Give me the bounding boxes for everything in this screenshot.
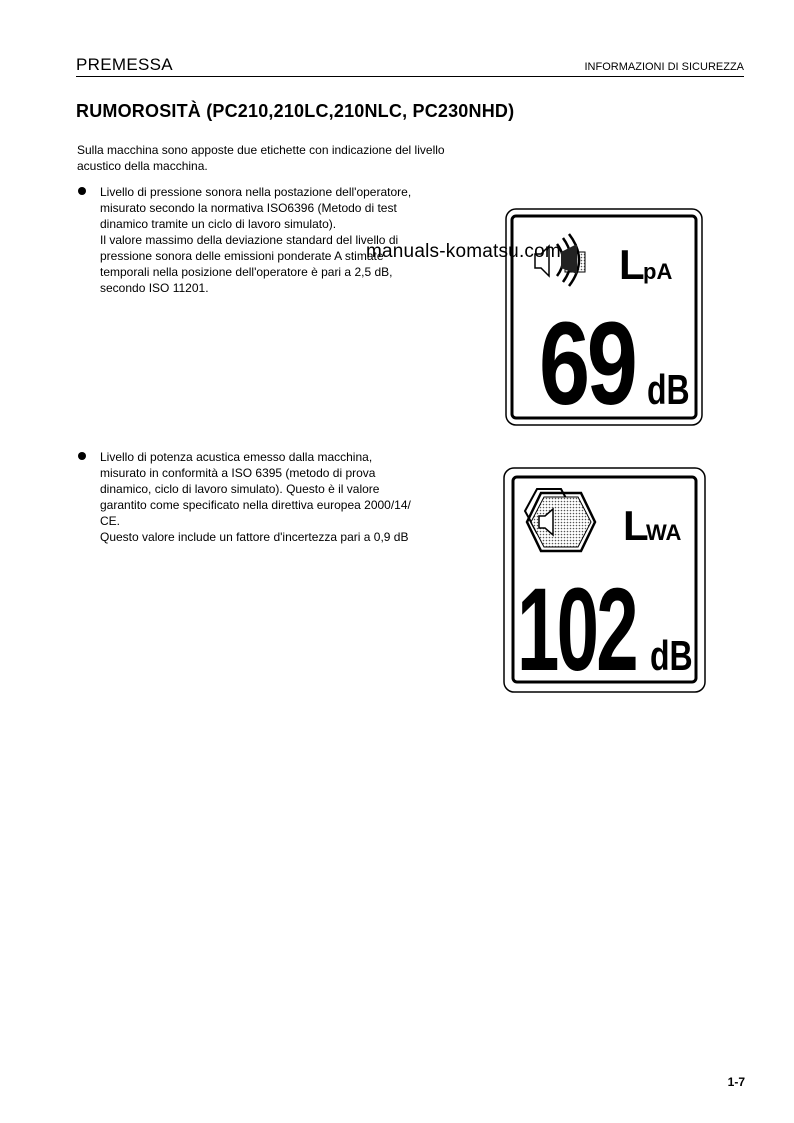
- bullet-1-line: dinamico tramite un ciclo di lavoro simulato).: [100, 217, 337, 231]
- page-number: 1-7: [727, 1075, 745, 1089]
- label-2-unit: dB: [650, 631, 693, 679]
- bullet-dot-1: [77, 186, 89, 198]
- label-2-subscript: WA: [646, 520, 682, 545]
- label-1-value: 69: [539, 298, 635, 426]
- bullet-2-line: Questo valore include un fattore d'incertezza pari a 0,9 dB: [100, 530, 409, 544]
- bullet-paragraph-1: [100, 184, 447, 296]
- bullet-1-line: secondo ISO 11201.: [100, 281, 209, 295]
- header-rule: [76, 76, 744, 77]
- bullet-2-line: garantito come specificato nella direttiva europea 2000/14/: [100, 498, 411, 512]
- intro-paragraph: Sulla macchina sono apposte due etichette con indicazione del livello acustico della macchina.: [77, 143, 445, 173]
- label-2-symbol: L: [623, 502, 649, 549]
- label-1-unit: dB: [647, 365, 690, 413]
- bullet-dot-2: [77, 451, 89, 463]
- page-title: RUMOROSITÀ (PC210,210LC,210NLC, PC230NHD): [76, 101, 515, 121]
- bullet-2-line: Livello di potenza acustica emesso dalla macchina,: [100, 450, 373, 464]
- bullet-1-line: Il valore massimo della deviazione standard del livello di: [100, 233, 399, 247]
- sound-power-label: [503, 467, 706, 693]
- label-1-symbol: L: [619, 241, 645, 288]
- bullet-2-line: dinamico, ciclo di lavoro simulato). Questo è il valore: [100, 482, 380, 496]
- sound-power-label-graphic: [503, 467, 706, 693]
- bullet-1-line: temporali nella posizione dell'operatore è pari a 2,5 dB,: [100, 265, 393, 279]
- bullet-1-line: Livello di pressione sonora nella postazione dell'operatore,: [100, 185, 412, 199]
- bullet-1-line: misurato secondo la normativa ISO6396 (Metodo di test: [100, 201, 397, 215]
- header-chapter: INFORMAZIONI DI SICUREZZA: [584, 61, 744, 73]
- header-section: PREMESSA: [76, 55, 173, 74]
- label-2-value: 102: [517, 563, 636, 693]
- bullet-2-line: CE.: [100, 514, 121, 528]
- label-1-subscript: pA: [643, 259, 673, 284]
- bullet-1-line: pressione sonora delle emissioni ponderate A stimate: [100, 249, 384, 263]
- watermark: manuals-komatsu.com: [366, 241, 561, 262]
- bullet-2-line: misurato in conformità a ISO 6395 (metodo di prova: [100, 466, 376, 480]
- bullet-paragraph-2: [100, 449, 447, 545]
